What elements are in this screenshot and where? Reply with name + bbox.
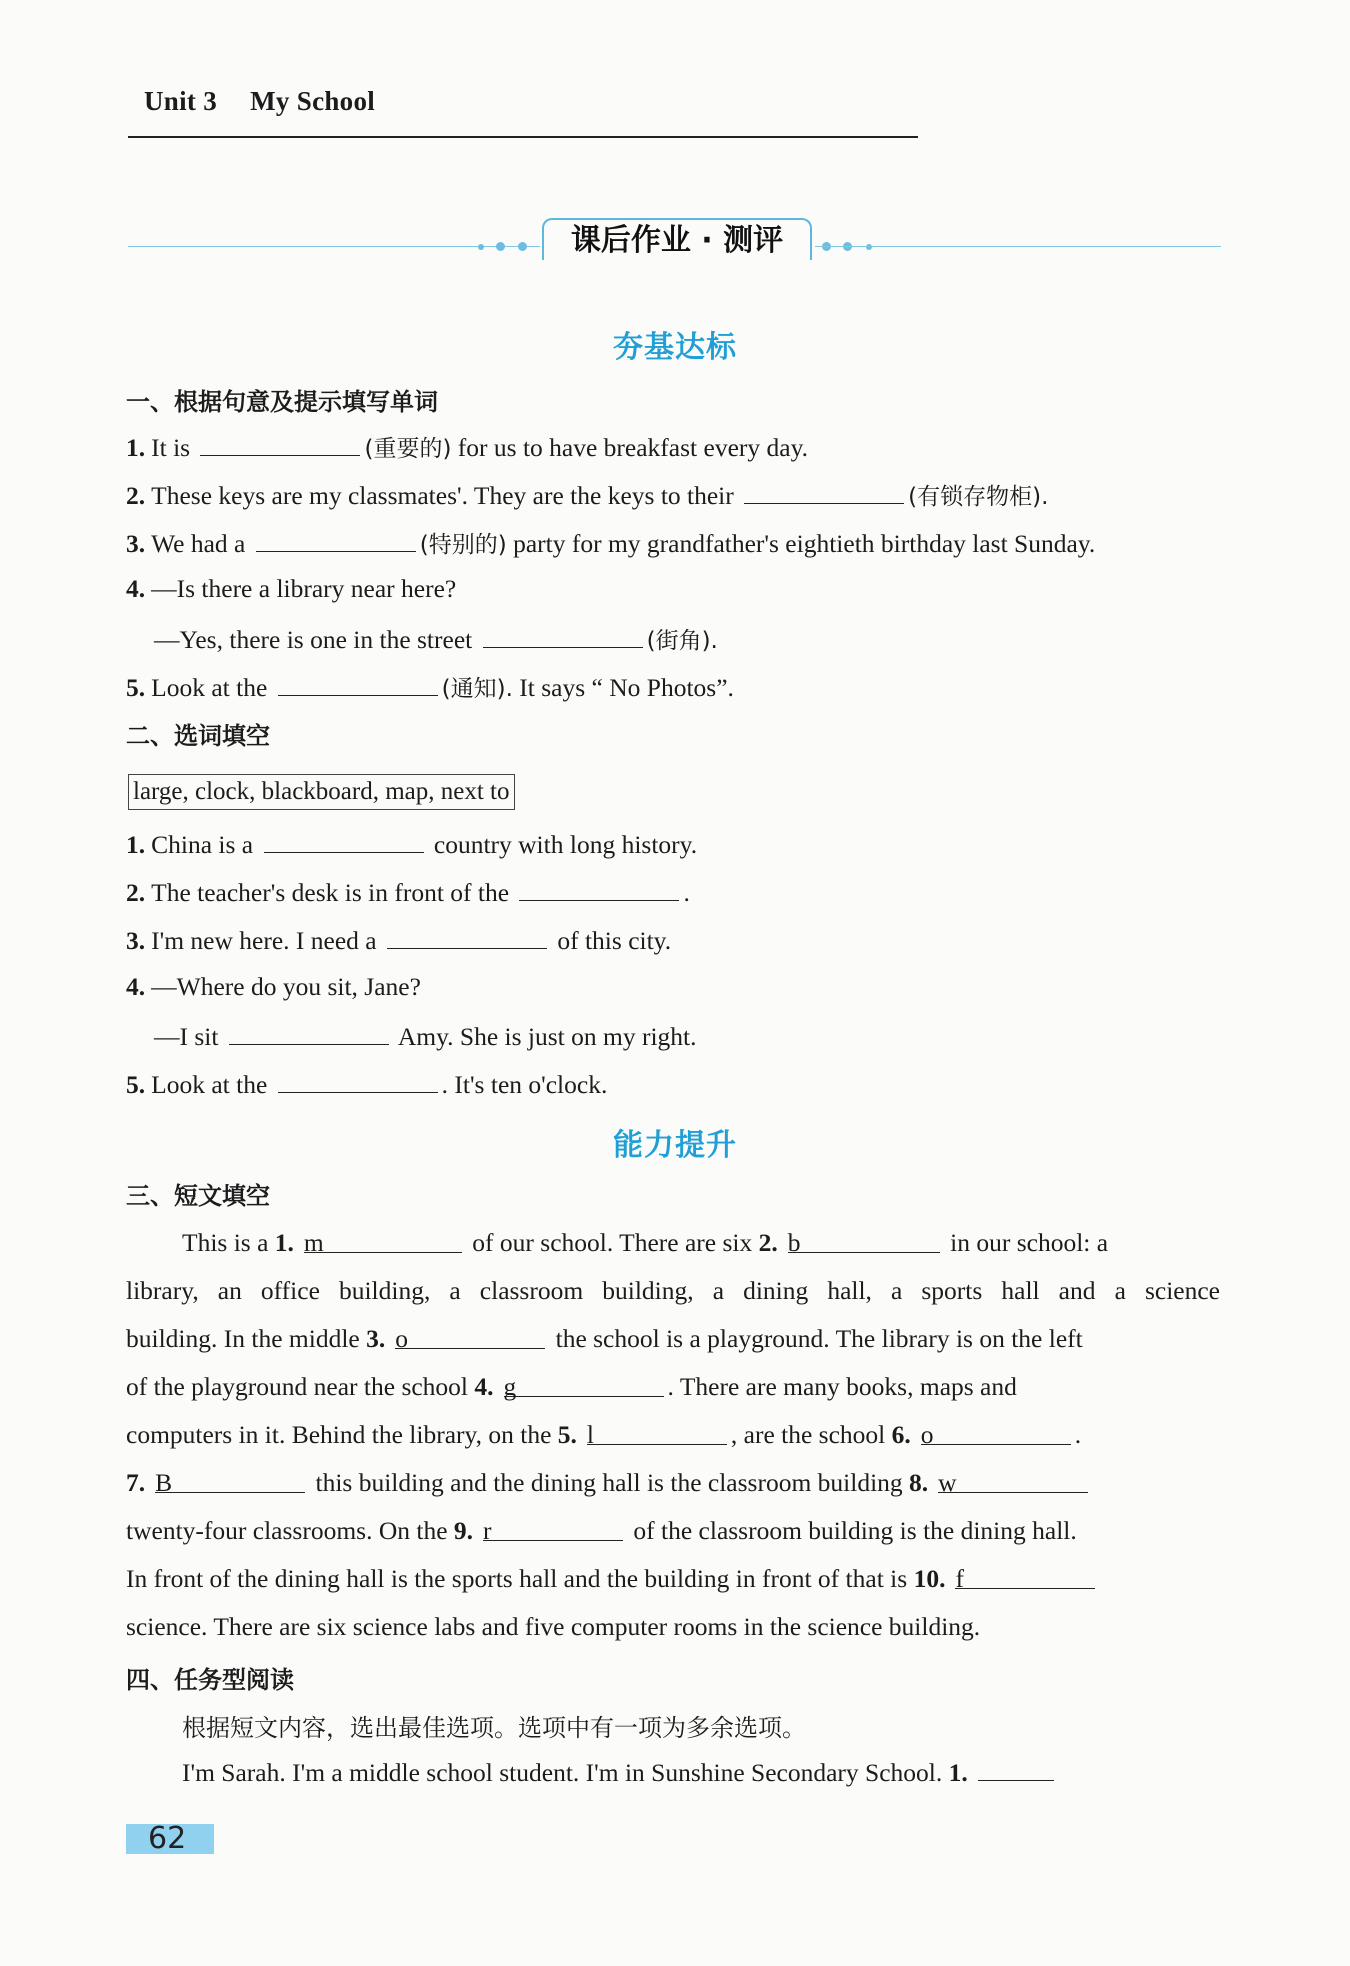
part1-q4-answer (154, 622, 718, 655)
answer-blank[interactable] (387, 924, 547, 949)
question-number: 3. (126, 926, 146, 955)
blank-number: 9. (453, 1516, 474, 1545)
question-text: We had a (151, 529, 246, 558)
question-text: for us to have breakfast every day. (457, 433, 809, 462)
question-text: . (683, 878, 690, 907)
blank-number: 1. (948, 1758, 968, 1787)
chinese-hint: (通知). (441, 676, 513, 702)
part2-q4 (126, 972, 421, 1002)
banner-dot (478, 244, 484, 250)
blank-number: 6. (891, 1420, 911, 1449)
blank-number: 2. (758, 1228, 778, 1257)
answer-blank[interactable] (264, 828, 424, 853)
banner-dot (866, 244, 872, 250)
part1-title: 一、根据句意及提示填写单词 (126, 388, 438, 416)
answer-blank[interactable] (920, 1420, 1071, 1449)
blank-number: 3. (366, 1324, 386, 1353)
part2-q3 (126, 924, 671, 956)
passage-line (126, 1372, 1017, 1402)
unit-title: My School (250, 86, 376, 116)
first-letter: o (395, 1324, 408, 1353)
answer-blank[interactable] (278, 671, 438, 696)
part4-instruction: 根据短文内容，选出最佳选项。选项中有一项为多余选项。 (182, 1714, 806, 1742)
passage-text: of the playground near the school (126, 1372, 469, 1401)
passage-line (126, 1420, 1081, 1450)
question-text: —Is there a library near here? (151, 574, 457, 603)
question-text: Look at the (151, 1070, 268, 1099)
answer-blank[interactable] (955, 1564, 1095, 1593)
header-rule (128, 136, 918, 138)
banner-dot (518, 242, 527, 251)
question-text: . It's ten o'clock. (441, 1070, 608, 1099)
answer-blank[interactable] (744, 479, 904, 504)
question-number: 5. (126, 1070, 146, 1099)
passage-text: In front of the dining hall is the sports hall and the building in front of that is (126, 1564, 908, 1593)
question-text: —Yes, there is one in the street (154, 625, 473, 654)
first-letter: m (303, 1228, 324, 1257)
part2-q5 (126, 1068, 607, 1100)
blank-number: 4. (474, 1372, 494, 1401)
part1-q2 (126, 478, 1048, 511)
chinese-hint: (重要的) (364, 436, 452, 462)
first-letter: b (787, 1228, 801, 1257)
part2-q4-answer (154, 1020, 697, 1052)
answer-blank[interactable] (483, 623, 643, 648)
answer-blank[interactable] (229, 1020, 389, 1045)
passage-text: , are the school (730, 1420, 886, 1449)
part2-q1 (126, 828, 697, 860)
question-number: 1. (126, 433, 146, 462)
part2-title: 二、选词填空 (126, 722, 270, 750)
passage-text: . There are many books, maps and (667, 1372, 1017, 1401)
blank-number: 1. (274, 1228, 294, 1257)
answer-blank[interactable] (787, 1228, 940, 1257)
question-text: Look at the (151, 673, 268, 702)
section-title-advanced: 能力提升 (613, 1128, 737, 1163)
passage-text: this building and the dining hall is the classroom building (315, 1468, 903, 1497)
page-number: 62 (126, 1824, 214, 1854)
blank-number: 5. (557, 1420, 577, 1449)
question-text: of this city. (557, 926, 672, 955)
question-number: 4. (126, 972, 146, 1001)
banner-line-right (815, 246, 1221, 247)
chinese-hint: (有锁存物柜). (908, 484, 1049, 510)
answer-blank[interactable] (395, 1324, 545, 1353)
answer-blank[interactable] (256, 527, 416, 552)
question-text: It says “ No Photos”. (519, 673, 734, 702)
question-number: 2. (126, 878, 146, 907)
passage-text: of the classroom building is the dining hall. (633, 1516, 1077, 1545)
part4-passage-line (182, 1756, 1058, 1788)
question-number: 3. (126, 529, 146, 558)
question-text: China is a (151, 830, 254, 859)
part1-q1 (126, 430, 808, 463)
passage-line (126, 1564, 1099, 1594)
question-text: These keys are my classmates'. They are the keys to their (151, 481, 734, 510)
passage-text: the school is a playground. The library is on the left (555, 1324, 1083, 1353)
first-letter: w (938, 1468, 957, 1497)
part1-q3 (126, 526, 1095, 559)
part4-title: 四、任务型阅读 (126, 1666, 294, 1694)
passage-line: library, an office building, a classroom building, a dining hall, a sports hall and a science (126, 1276, 1220, 1305)
answer-blank[interactable] (278, 1068, 438, 1093)
chinese-hint: (街角). (646, 628, 718, 654)
question-text: The teacher's desk is in front of the (151, 878, 510, 907)
passage-text: in our school: a (950, 1228, 1109, 1257)
answer-blank[interactable] (938, 1468, 1088, 1497)
part1-q5 (126, 670, 734, 703)
question-number: 1. (126, 830, 146, 859)
first-letter: l (586, 1420, 594, 1449)
question-number: 5. (126, 673, 146, 702)
passage-text: This is a (182, 1228, 269, 1257)
answer-blank[interactable] (978, 1756, 1054, 1781)
chinese-hint: (特别的) (419, 532, 507, 558)
blank-number: 7. (126, 1468, 146, 1497)
part1-q4 (126, 574, 456, 604)
passage-line (126, 1468, 1092, 1498)
answer-blank[interactable] (303, 1228, 462, 1257)
answer-blank[interactable] (200, 431, 360, 456)
first-letter: g (503, 1372, 517, 1401)
passage-text: . (1074, 1420, 1082, 1449)
part3-title: 三、短文填空 (126, 1182, 270, 1210)
answer-blank[interactable] (586, 1420, 727, 1449)
word-bank: large, clock, blackboard, map, next to (128, 774, 515, 810)
passage-line (182, 1228, 1108, 1258)
blank-number: 10. (913, 1564, 946, 1593)
section-title-basic: 夯基达标 (613, 330, 737, 365)
unit-label: Unit 3 (144, 86, 218, 116)
question-text: It is (151, 433, 191, 462)
first-letter: B (155, 1468, 173, 1497)
question-number: 4. (126, 574, 146, 603)
passage-text: twenty-four classrooms. On the (126, 1516, 448, 1545)
running-head (144, 86, 375, 117)
part2-q2 (126, 876, 690, 908)
section-banner: 课后作业 · 测评 (542, 218, 812, 260)
question-number: 2. (126, 481, 146, 510)
question-text: Amy. She is just on my right. (397, 1022, 697, 1051)
question-text: I'm new here. I need a (151, 926, 377, 955)
passage-line (126, 1516, 1077, 1546)
answer-blank[interactable] (503, 1372, 664, 1401)
question-text: party for my grandfather's eightieth birthday last Sunday. (513, 529, 1096, 558)
passage-line (126, 1324, 1083, 1354)
blank-number: 8. (909, 1468, 929, 1497)
passage-text: building. In the middle (126, 1324, 360, 1353)
passage-text: of our school. There are six (472, 1228, 753, 1257)
answer-blank[interactable] (155, 1468, 305, 1497)
question-text: —I sit (154, 1022, 219, 1051)
banner-dot (496, 242, 505, 251)
question-text: country with long history. (433, 830, 698, 859)
passage-text: I'm Sarah. I'm a middle school student. I'm in Sunshine Secondary School. (182, 1758, 943, 1787)
passage-text: computers in it. Behind the library, on the (126, 1420, 552, 1449)
answer-blank[interactable] (483, 1516, 623, 1545)
answer-blank[interactable] (519, 876, 679, 901)
first-letter: f (955, 1564, 964, 1593)
first-letter: o (920, 1420, 934, 1449)
question-text: —Where do you sit, Jane? (151, 972, 421, 1001)
first-letter: r (483, 1516, 492, 1545)
passage-line: science. There are six science labs and five computer rooms in the science building. (126, 1612, 981, 1641)
